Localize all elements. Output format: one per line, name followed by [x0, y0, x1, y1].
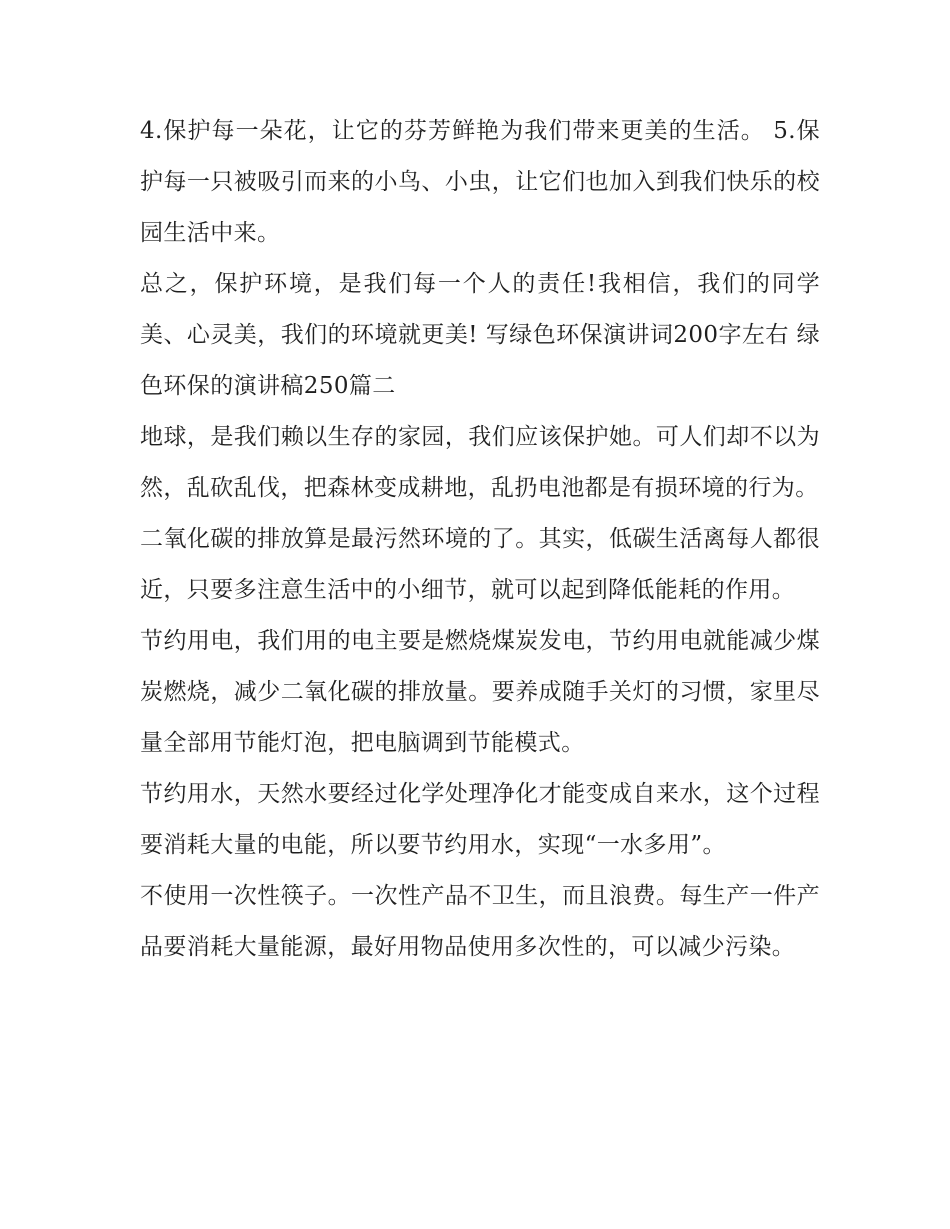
paragraph-earth-home: 地球，是我们赖以生存的家园，我们应该保护她。可人们却不以为然，乱砍乱伐，把森林变成耕地，乱扔电池都是有损环境的行为。	[140, 424, 820, 501]
paragraph-disposable-chopsticks: 不使用一次性筷子。一次性产品不卫生，而且浪费。每生产一件产品要消耗大量能源，最好用物品使用多次性的，可以减少污染。	[140, 883, 820, 960]
paragraph-carbon-dioxide: 二氧化碳的排放算是最污然环境的了。其实，低碳生活离每人都很近，只要多注意生活中的小细节，就可以起到降低能耗的作用。	[140, 526, 820, 603]
paragraph-protect-flowers-birds: 4.保护每一朵花，让它的芬芳鲜艳为我们带来更美的生活。 5.保护每一只被吸引而来的小鸟、小虫，让它们也加入到我们快乐的校园生活中来。	[140, 118, 820, 246]
paragraph-save-electricity: 节约用电，我们用的电主要是燃烧煤炭发电，节约用电就能减少煤炭燃烧，减少二氧化碳的排放量。要养成随手关灯的习惯，家里尽量全部用节能灯泡，把电脑调到节能模式。	[140, 628, 820, 756]
paragraph-conclusion-heading: 总之，保护环境，是我们每一个人的责任!我相信，我们的同学美、心灵美，我们的环境就更美! 写绿色环保演讲词200字左右 绿色环保的演讲稿250篇二	[140, 271, 820, 399]
paragraph-save-water: 节约用水，天然水要经过化学处理净化才能变成自来水，这个过程要消耗大量的电能，所以要节约用水，实现“一水多用”。	[140, 781, 820, 858]
document-body	[140, 106, 820, 973]
